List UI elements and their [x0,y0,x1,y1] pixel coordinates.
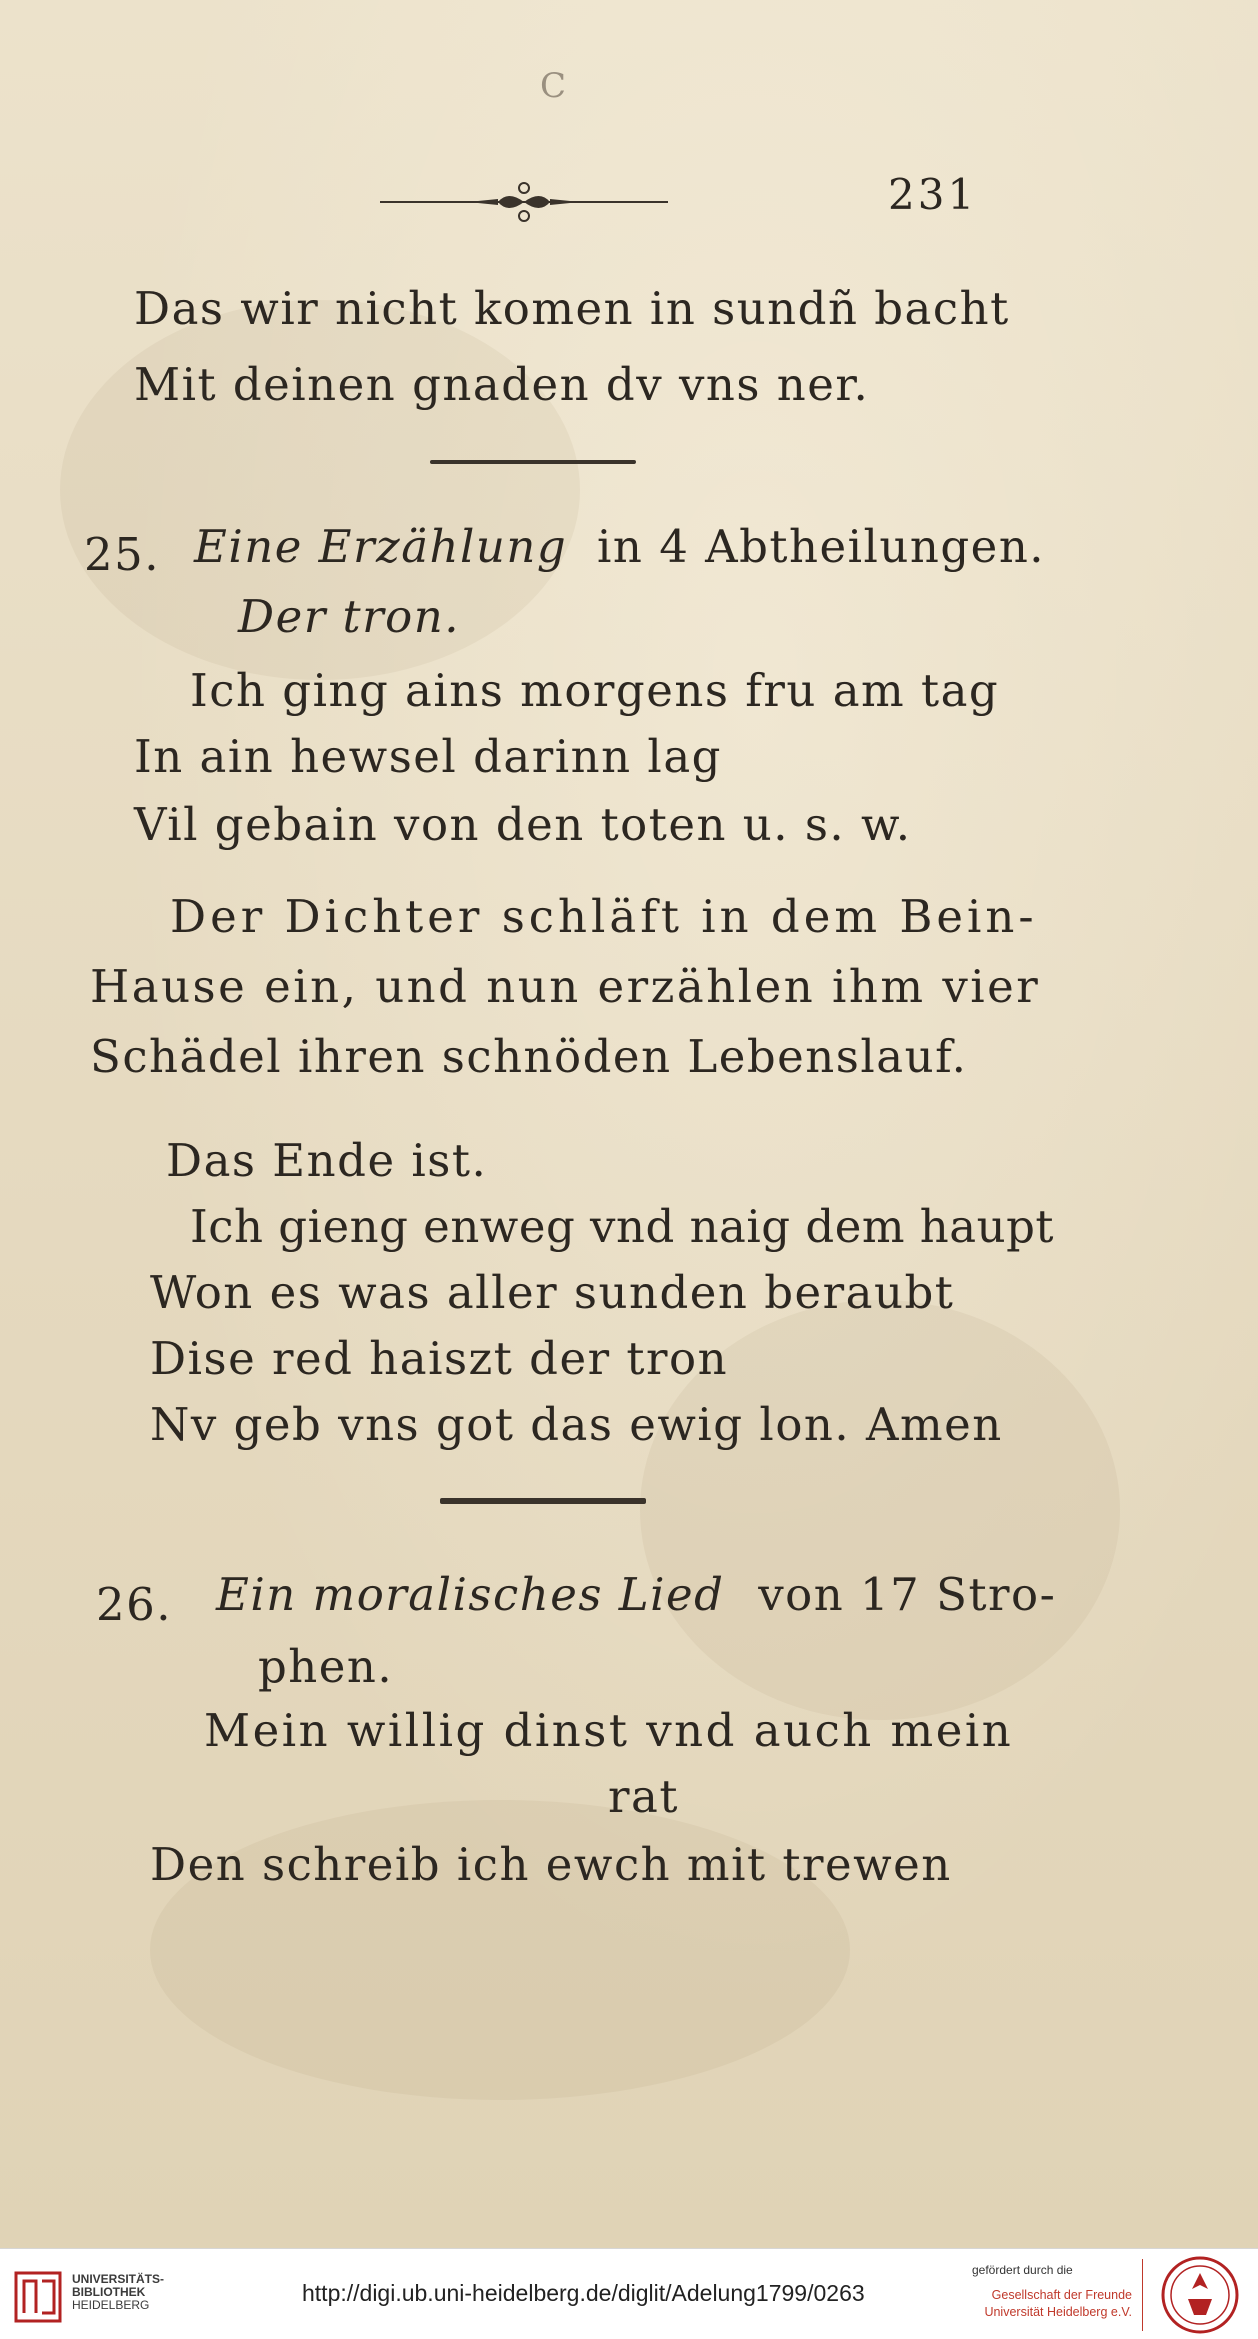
footer-divider [1142,2259,1143,2331]
entry-number: 25. [84,528,161,581]
ornament-divider-icon [378,180,670,224]
page-number: 231 [888,170,978,219]
entry-title-rest: von 17 Stro- [758,1568,1057,1621]
entry-title-italic: Ein moralisches Lied [216,1568,725,1621]
signature-mark: C [540,66,567,106]
ub-heidelberg-logo-icon [14,2269,64,2325]
verse-line: Vil gebain von den toten u. s. w. [134,798,912,851]
entry-title-continuation: phen. [258,1640,394,1693]
verse-line: Won es was aller sunden beraubt [150,1266,955,1319]
verse-line: Den schreib ich ewch mit trewen [150,1838,952,1891]
verse-line: Dise red haiszt der tron [150,1332,729,1385]
entry-number: 26. [96,1578,173,1631]
verse-line: Nv geb vns got das ewig lon. Amen [150,1398,1003,1451]
verse-line: rat [608,1770,679,1823]
library-name-line: UNIVERSITÄTS- [72,2272,165,2286]
verse-line: Ich ging ains morgens fru am tag [190,664,1000,717]
sponsor-line: Gesellschaft der Freunde [991,2288,1132,2302]
prose-line: Der Dichter schläft in dem Bein- [170,890,1038,943]
library-name-line: BIBLIOTHEK [72,2285,146,2299]
sponsor-line: Universität Heidelberg e.V. [984,2305,1132,2319]
sponsor-intro: gefördert durch die [972,2263,1073,2277]
university-seal-icon [1160,2255,1240,2335]
verse-line: Mein willig dinst vnd auch mein [204,1704,1014,1757]
permalink-url[interactable]: http://digi.ub.uni-heidelberg.de/diglit/Adelung1799/0263 [302,2280,865,2306]
verse-line: Das wir nicht komen in sundñ bacht [134,282,1010,335]
ending-label: Das Ende ist. [166,1134,488,1187]
library-name-line: HEIDELBERG [72,2298,150,2312]
entry-title [194,520,1045,573]
entry-subtitle: Der tron. [238,590,460,643]
verse-line: Ich gieng enweg vnd naig dem haupt [190,1200,1054,1253]
library-name [72,2273,164,2312]
prose-line: Hause ein, und nun erzählen ihm vier [90,960,1041,1013]
prose-line: Schädel ihren schnöden Lebenslauf. [90,1030,968,1083]
entry-title-italic: Eine Erzählung [194,520,568,573]
section-divider [430,460,636,464]
entry-title [216,1568,1056,1621]
section-divider [440,1498,646,1504]
digitization-footer [0,2248,1258,2339]
verse-line: Mit deinen gnaden dv vns ner. [134,358,870,411]
verse-line: In ain hewsel darinn lag [134,730,722,783]
sponsor-block [972,2263,1132,2321]
entry-title-rest: in 4 Abtheilungen. [597,520,1046,573]
